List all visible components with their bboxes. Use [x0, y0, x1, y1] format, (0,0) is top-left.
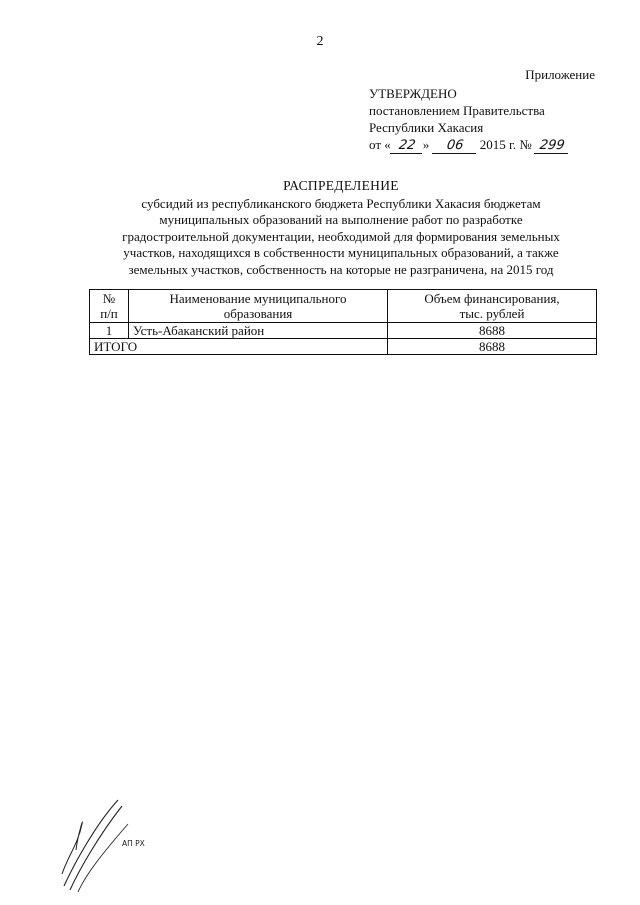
- table-total-row: [90, 339, 597, 355]
- total-amount: 8688: [388, 339, 597, 355]
- header-amount: [388, 290, 597, 323]
- approval-date-line: [369, 136, 595, 154]
- title-line: участков, находящихся в собственности муниципальных образований, а также: [123, 245, 559, 260]
- header-amount-line2: тыс. рублей: [459, 306, 525, 321]
- row-name: Усть-Абаканский район: [129, 323, 388, 339]
- approval-block: [369, 66, 595, 154]
- handwritten-month: 06: [431, 139, 477, 154]
- header-amount-line1: Объем финансирования,: [424, 291, 560, 306]
- total-label: ИТОГО: [90, 339, 388, 355]
- title-line: муниципальных образований на выполнение работ по разработке: [159, 212, 523, 227]
- table-row: [90, 323, 597, 339]
- signature-stroke: [62, 822, 82, 874]
- handwritten-day: 22: [390, 139, 424, 154]
- date-year: 2015 г. №: [479, 137, 532, 152]
- stamp-text: АП РХ: [122, 839, 145, 848]
- title-line: субсидий из республиканского бюджета Республики Хакасия бюджетам: [141, 195, 541, 211]
- header-name-line1: Наименование муниципального: [169, 291, 347, 306]
- date-mid: »: [422, 137, 430, 152]
- date-prefix: от «: [369, 137, 391, 152]
- header-number-line1: №: [102, 291, 116, 306]
- title-heading: РАСПРЕДЕЛЕНИЕ: [283, 178, 399, 193]
- approved-label: УТВЕРЖДЕНО: [369, 86, 457, 101]
- distribution-table: [89, 289, 597, 355]
- page-number: 2: [316, 34, 324, 49]
- header-name: [129, 290, 388, 323]
- signature-stroke: [78, 824, 128, 892]
- header-name-line2: образования: [223, 306, 293, 321]
- title-line: земельных участков, собственность на которые не разграничена, на 2015 год: [128, 261, 554, 277]
- signature-stroke: [64, 800, 118, 886]
- row-number: 1: [90, 323, 129, 339]
- row-amount: 8688: [388, 323, 597, 339]
- header-number: [90, 290, 129, 323]
- table-header-row: [90, 290, 597, 323]
- appendix-label: Приложение: [525, 67, 595, 82]
- header-number-line2: п/п: [100, 306, 118, 321]
- approval-line-2: Республики Хакасия: [369, 120, 484, 135]
- title-line: градостроительной документации, необходимой для формирования земельных: [122, 228, 560, 244]
- signature-stamp: [56, 794, 166, 894]
- document-title: [85, 178, 597, 278]
- handwritten-number: 299: [534, 139, 570, 154]
- approval-line-1: постановлением Правительства: [369, 103, 545, 118]
- signature-stroke: [70, 806, 122, 890]
